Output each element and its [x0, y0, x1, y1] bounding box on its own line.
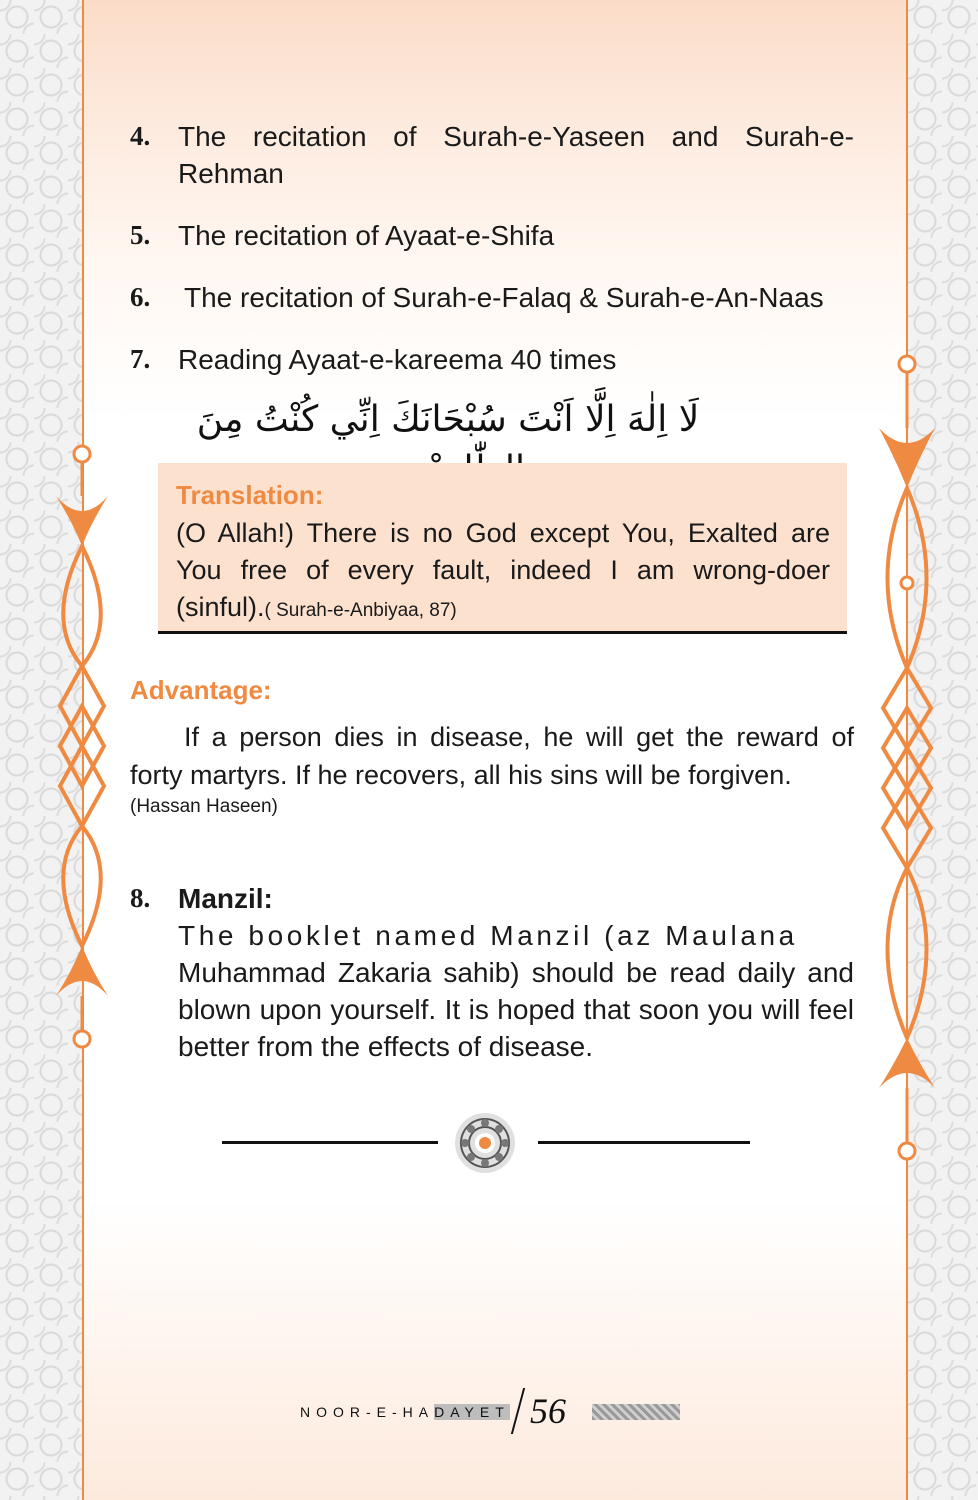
advantage-heading: Advantage: — [130, 675, 272, 705]
arabic-verse: لَا اِلٰهَ اِلَّا اَنْتَ سُبْحَانَكَ اِنِّي كُنْتُ مِنَ — [196, 399, 700, 440]
divider-line-left — [222, 1141, 438, 1144]
right-ornament-icon — [877, 348, 937, 1168]
divider-flower-icon — [452, 1110, 518, 1176]
footer-title-part: NOOR-E-HA — [300, 1404, 435, 1420]
translation-text — [176, 515, 830, 629]
item-text: The recitation of Surah-e-Falaq & Surah-e-An-Naas — [184, 282, 824, 313]
manzil-line-1: The booklet named Manzil (az Maulana — [178, 920, 798, 951]
manzil-label: Manzil: — [178, 883, 273, 914]
translation-reference: ( Surah-e-Anbiyaa, 87) — [264, 600, 457, 621]
divider-line-right — [538, 1141, 750, 1144]
list-item-8 — [130, 880, 854, 1065]
advantage-text: If a person dies in disease, he will get the reward of forty martyrs. If he recovers, all his sins will be forgiven. — [130, 722, 854, 790]
item-number: 6. — [130, 282, 151, 312]
list-item-4 — [130, 118, 854, 192]
footer-pattern — [592, 1404, 680, 1420]
manzil-text: Muhammad Zakaria sahib) should be read daily and blown upon yourself. It is hoped that soon you will feel better from the effects of disease. — [178, 957, 854, 1062]
item-number: 8. — [130, 883, 151, 913]
item-text: The recitation of Surah-e-Yaseen and Surah-e-Rehman — [178, 121, 854, 189]
item-number: 7. — [130, 344, 151, 374]
advantage-reference: (Hassan Haseen) — [130, 796, 278, 817]
item-number: 4. — [130, 121, 151, 151]
footer-title-highlight: DAYET — [434, 1404, 510, 1420]
translation-heading: Translation: — [176, 480, 324, 510]
translation-body: (O Allah!) There is no God except You, Exalted are You free of every fault, indeed I am wrong-doer (sinful). — [176, 518, 830, 622]
footer-book-title — [300, 1404, 510, 1420]
page-number: 56 — [530, 1391, 566, 1431]
item-text: Reading Ayaat-e-kareema 40 times — [178, 344, 617, 375]
list-item-5 — [130, 217, 854, 254]
item-text: The recitation of Ayaat-e-Shifa — [178, 220, 555, 251]
list-item-7 — [130, 341, 854, 378]
item-number: 5. — [130, 220, 151, 250]
left-ornament-icon — [52, 436, 112, 1056]
list-item-6 — [130, 279, 854, 316]
manzil-block — [178, 880, 854, 1065]
